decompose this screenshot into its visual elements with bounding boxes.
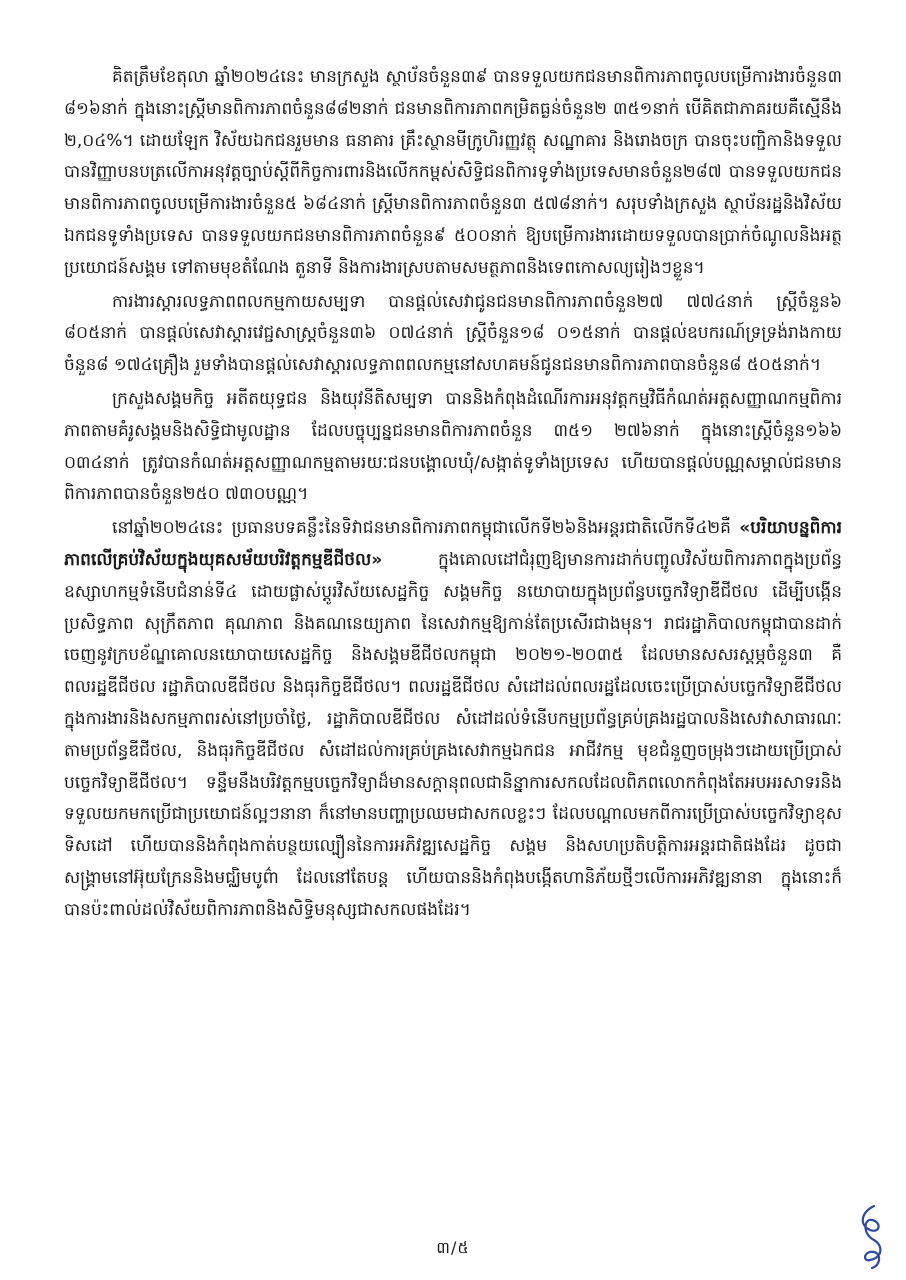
- paragraph-theme-intro: នៅឆ្នាំ២០២៤នេះ ប្រធានបទគន្លឹះនៃទិវាជនមានពិការភាពកម្ពុជាលើកទី២៦និងអន្តរជាតិលើកទី៤២គឺ: [112, 518, 740, 539]
- paragraph-employment: គិតត្រឹមខែតុលា ឆ្នាំ២០២៤នេះ មានក្រសួង ស្ថាប័នចំនួន៣៩ បានទទួលយកជនមានពិការភាពចូលបម្រើការងារចំនួន៣ ៨១៦នាក់ ក្នុងនោះស្ត្រីមានពិការភាពចំនួន៨៨២នាក់ ជនមានពិការភាពកម្រិតធ្ងន់ចំនួន២ ៣៥១នាក់ បើគិតជាភាគរយគឺស្មើនឹង ២,០៤%។ ដោយឡែក វិស័យឯកជនរួមមាន ធនាគារ គ្រឹះស្ថានមីក្រូហិរញ្ញវត្ថុ សណ្ឋាគារ និងរោងចក្រ បានចុះបញ្ជិកានិងទទួលបានវិញ្ញាបនបត្រលើកាអនុវត្តច្បាប់ស្តីពីកិច្ចការពារនិងលើកកម្ពស់សិទ្ធិជនពិការទូទាំងប្រទេសមានចំនួន២៨៧ បានទទួលយកជនមានពិការភាពចូលបម្រើការងារចំនួន៥ ៦៨៤នាក់ ស្ត្រីមានពិការភាពចំនួន៣ ៥៧៨នាក់។ សរុបទាំងក្រសួង ស្ថាប័នរដ្ឋនិងវិស័យឯកជនទូទាំងប្រទេស បានទទួលយកជនមានពិការភាពចំនួន៩ ៥០០នាក់ ឱ្យបម្រើការងារដោយទទួលបានប្រាក់ចំណូលនិងអត្ថប្រយោជន៍សង្គម ទៅតាមមុខតំណែង តួនាទី និងការងារស្របតាមសមត្ថភាពនិងទេពកោសល្យរៀងៗខ្លួន។: [64, 67, 842, 278]
- paragraph-digital-theme: [64, 513, 842, 926]
- paragraph-identification: ក្រសួងសង្គមកិច្ច អតីតយុទ្ធជន និងយុវនីតិសម្បទា បាននិងកំពុងដំណើរការអនុវត្តកម្មវិធីកំណត់អត្តសញ្ញាណកម្មពិការភាពតាមគំរូសង្គមនិងសិទ្ធិជាមូលដ្ឋាន ដែលបច្ចុប្បន្នជនមានពិការភាពចំនួន ៣៥១ ២៧៦នាក់ ក្នុងនោះស្ត្រីចំនួន១៦៦ ០៣៤នាក់ ត្រូវបានកំណត់អត្តសញ្ញាណកម្មតាមរយៈជនបង្គោលឃុំ/សង្កាត់ទូទាំងប្រទេស ហើយបានផ្តល់បណ្ណសម្គាល់ជនមានពិការភាពបានចំនួន២៥០ ៧៣០បណ្ណ។: [64, 388, 842, 505]
- theme-title: «បរិយាបន្នពិការភាពលើគ្រប់វិស័យក្នុងយុគសម័យបរិវត្តកម្មឌីជីថល»: [64, 518, 842, 570]
- paragraph-rehabilitation: ការងារស្តារលទ្ធភាពពលកម្មកាយសម្បទា បានផ្តល់សេវាជូនជនមានពិការភាពចំនួន២៧ ៧៧៤នាក់ ស្ត្រីចំនួន៦ ៨០៥នាក់ បានផ្តល់សេវាស្តារវេជ្ជសាស្ត្រចំនួន៣៦ ០៧៤នាក់ ស្ត្រីចំនួន១៨ ០១៥នាក់ បានផ្តល់ឧបករណ៍ទ្រទ្រង់រាងកាយចំនួន៨ ១៧៤គ្រឿង រួមទាំងបានផ្តល់សេវាស្តារលទ្ធភាពពលកម្មនៅសហគមន៍ជូនជនមានពិការភាពបានចំនួន៨ ៥០៥នាក់។: [64, 291, 842, 376]
- paragraph-theme-body: ក្នុងគោលដៅជំរុញឱ្យមានការដាក់បញ្ចូលវិស័យពិការភាពក្នុងប្រព័ន្ធឧស្សាហកម្មទំនើបជំនាន់ទី៤ ដោយផ្លាស់ប្តូរវិស័យសេដ្ឋកិច្ច សង្គមកិច្ច នយោបាយក្នុងប្រព័ន្ធបច្ចេកវិទ្យាឌីជីថល ដើម្បីបង្កើនប្រសិទ្ធភាព សុក្រឹតភាព គុណភាព និងគណនេយ្យភាព នៃសេវាកម្មឱ្យកាន់តែប្រសើរជាងមុន។ រាជរដ្ឋាភិបាលកម្ពុជាបានដាក់ចេញនូវក្របខ័ណ្ឌគោលនយោបាយសេដ្ឋកិច្ច និងសង្គមឌីជីថលកម្ពុជា ២០២១-២០៣៥ ដែលមានសសរស្តម្ភចំនួន៣ គឺ ពលរដ្ឋឌីជីថល រដ្ឋាភិបាលឌីជីថល និងធុរកិច្ចឌីជីថល។ ពលរដ្ឋឌីជីថល សំដៅដល់ពលរដ្ឋដែលចេះប្រើប្រាស់បច្ចេកវិទ្យាឌីជីថលក្នុងការងារនិងសកម្មភាពរស់នៅប្រចាំថ្ងៃ, រដ្ឋាភិបាលឌីជីថល សំដៅដល់ទំនើបកម្មប្រព័ន្ធគ្រប់គ្រងរដ្ឋបាលនិងសេវាសាធារណៈតាមប្រព័ន្ធឌីជីថល, និងធុរកិច្ចឌីជីថល សំដៅដល់ការគ្រប់គ្រងសេវាកម្មឯកជន អាជីវកម្ម មុខជំនួញចម្រុងៗដោយប្រើប្រាស់បច្ចេកវិទ្យាឌីជីថល។ ទន្ទឹមនឹងបរិវត្តកម្មបច្ចេកវិទ្យាដ៏មានសក្តានុពលជានិន្នាការសកលដែលពិភពលោកកំពុងតែអបអរសាទរនិងទទួលយកមកប្រើជាប្រយោជន៍ល្អៗនានា ក៏នៅមានបញ្ហាប្រឈមជាសកលខ្លះៗ ដែលបណ្តាលមកពីការប្រើប្រាស់បច្ចេកវិទ្យាខុសទិសដៅ ហើយបាននិងកំពុងកាត់បន្ថយល្បឿននៃការអភិវឌ្ឍសេដ្ឋកិច្ច សង្គម និងសហប្រតិបត្តិការអន្តរជាតិផងដែរ ដូចជា សង្គ្រាមនៅអ៊ុយក្រែននិងមជ្ឈិមបូព៌ា ដែលនៅតែបន្ត ហើយបាននិងកំពុងបង្កើតហានិភ័យថ្មីៗលើការអភិវឌ្ឍនានា ក្នុងនោះក៏បានប៉ះពាល់ដល់វិស័យពិការភាពនិងសិទ្ធិមនុស្សជាសកលផងដែរ។: [64, 549, 842, 920]
- page-number: ៣/៥: [436, 1238, 470, 1257]
- document-body: [64, 62, 842, 929]
- signature-mark: [852, 1200, 892, 1272]
